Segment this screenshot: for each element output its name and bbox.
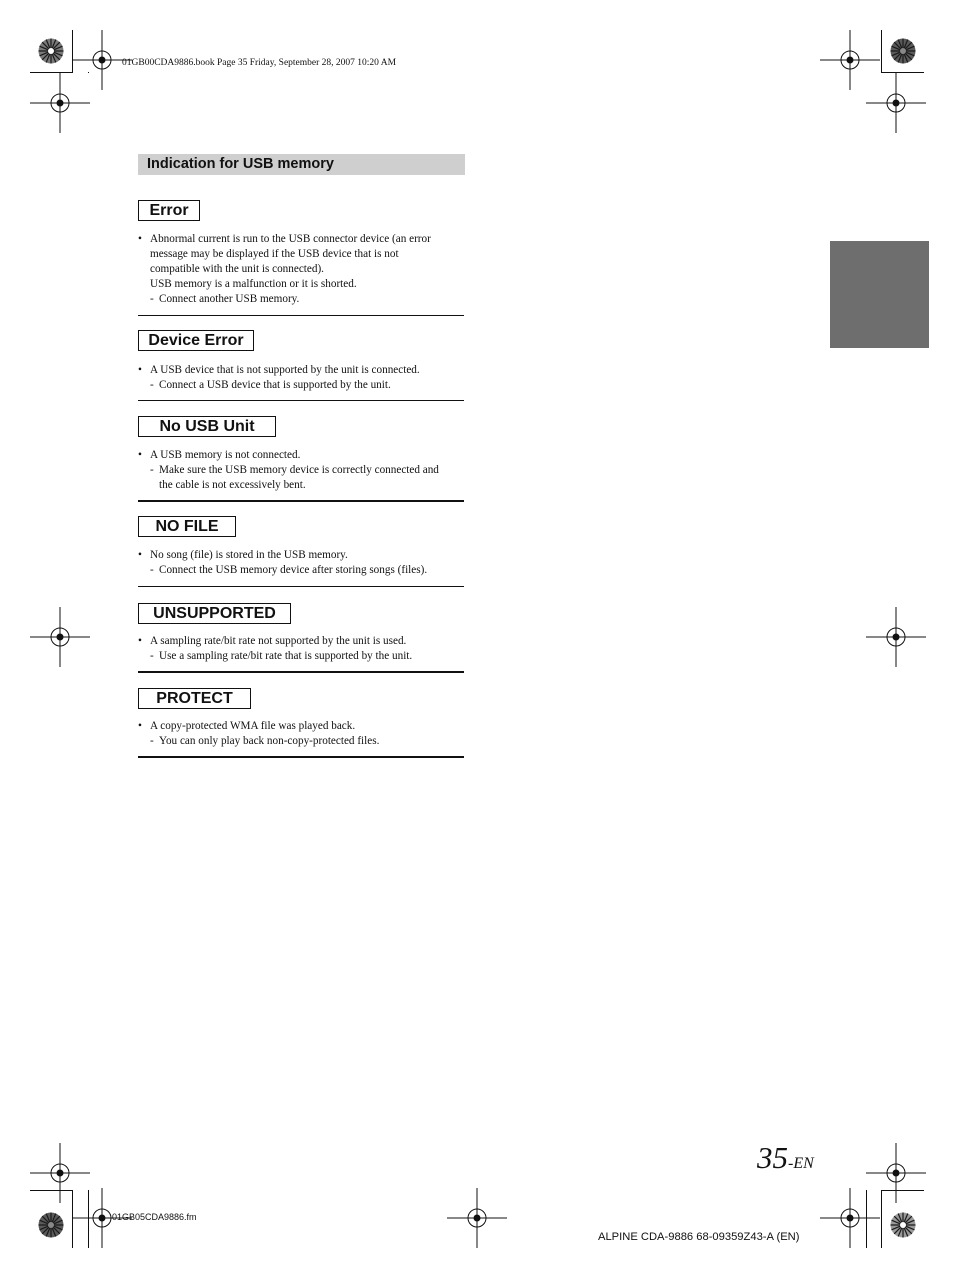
list-item: • A sampling rate/bit rate not supported by the unit is used. - Use a sampling rate/bit rate that is supported by the unit. [138, 634, 464, 664]
remedy: - Connect a USB device that is supported by the unit. [150, 379, 391, 391]
rosette-mark-icon [38, 38, 64, 64]
divider [138, 315, 464, 316]
divider [138, 586, 464, 587]
crop-mark [88, 72, 89, 73]
registration-mark-icon [30, 73, 90, 133]
bullet-glyph: • [138, 549, 142, 561]
side-tab [830, 241, 929, 348]
divider [138, 500, 464, 502]
rosette-mark-icon [890, 1212, 916, 1238]
error-description [138, 719, 464, 749]
error-label-error: Error [138, 200, 200, 221]
registration-mark-icon [30, 607, 90, 667]
list-item: • Abnormal current is run to the USB connector device (an error message may be displayed if the USB device that is not compatible with the unit is connected). USB memory is a malfunction or it is shorted. - Connect another USB memory. [138, 232, 464, 307]
divider [138, 671, 464, 673]
registration-mark-icon [820, 1188, 880, 1248]
print-info: 01GB00CDA9886.book Page 35 Friday, September 28, 2007 10:20 AM [122, 58, 397, 68]
list-item: • No song (file) is stored in the USB memory. - Connect the USB memory device after storing songs (files). [138, 548, 464, 578]
error-label-device-error: Device Error [138, 330, 254, 351]
section-title: Indication for USB memory [138, 154, 465, 175]
error-label-no-usb-unit: No USB Unit [138, 416, 276, 437]
crop-mark [881, 1190, 924, 1191]
error-label-no-file: NO FILE [138, 516, 236, 537]
remedy: - Connect the USB memory device after storing songs (files). [150, 564, 428, 576]
error-description [138, 548, 464, 578]
list-item: • A USB device that is not supported by the unit is connected. - Connect a USB device that is supported by the unit. [138, 363, 464, 393]
bullet-glyph: • [138, 449, 142, 461]
bullet-glyph: • [138, 364, 142, 376]
remedy-continuation: the cable is not excessively bent. [159, 479, 306, 491]
bullet-glyph: • [138, 720, 142, 732]
error-label-protect: PROTECT [138, 688, 251, 709]
crop-mark [30, 72, 73, 73]
remedy: - Use a sampling rate/bit rate that is supported by the unit. [150, 650, 413, 662]
registration-mark-icon [866, 73, 926, 133]
list-item: • A copy-protected WMA file was played back. - You can only play back non-copy-protected files. [138, 719, 464, 749]
rosette-mark-icon [890, 38, 916, 64]
footer-model-code: ALPINE CDA-9886 68-09359Z43-A (EN) [598, 1231, 800, 1243]
bullet-glyph: • [138, 233, 142, 245]
divider [138, 400, 464, 401]
bullet-glyph: • [138, 635, 142, 647]
crop-mark [881, 1190, 882, 1248]
crop-mark [72, 30, 73, 73]
registration-mark-icon [447, 1188, 507, 1248]
crop-mark [866, 1190, 867, 1248]
error-description [138, 448, 464, 493]
rosette-mark-icon [38, 1212, 64, 1238]
divider [138, 756, 464, 758]
crop-mark [30, 1190, 73, 1191]
error-description [138, 232, 464, 307]
registration-mark-icon [866, 607, 926, 667]
crop-mark [72, 1190, 73, 1248]
footer-file-name: 01GB05CDA9886.fm [112, 1212, 197, 1222]
list-item: • A USB memory is not connected. - Make sure the USB memory device is correctly connected and the cable is not excessively bent. [138, 448, 464, 493]
crop-mark [881, 30, 882, 73]
error-description [138, 363, 464, 393]
remedy: - Make sure the USB memory device is correctly connected and [150, 464, 439, 476]
remedy: - You can only play back non-copy-protected files. [150, 735, 380, 747]
error-label-unsupported: UNSUPPORTED [138, 603, 291, 624]
remedy: - Connect another USB memory. [150, 293, 300, 305]
crop-mark [88, 1190, 89, 1248]
page-suffix: -EN [788, 1155, 814, 1172]
crop-mark [881, 72, 924, 73]
error-description [138, 634, 464, 664]
page-number: 35-EN [757, 1140, 814, 1175]
